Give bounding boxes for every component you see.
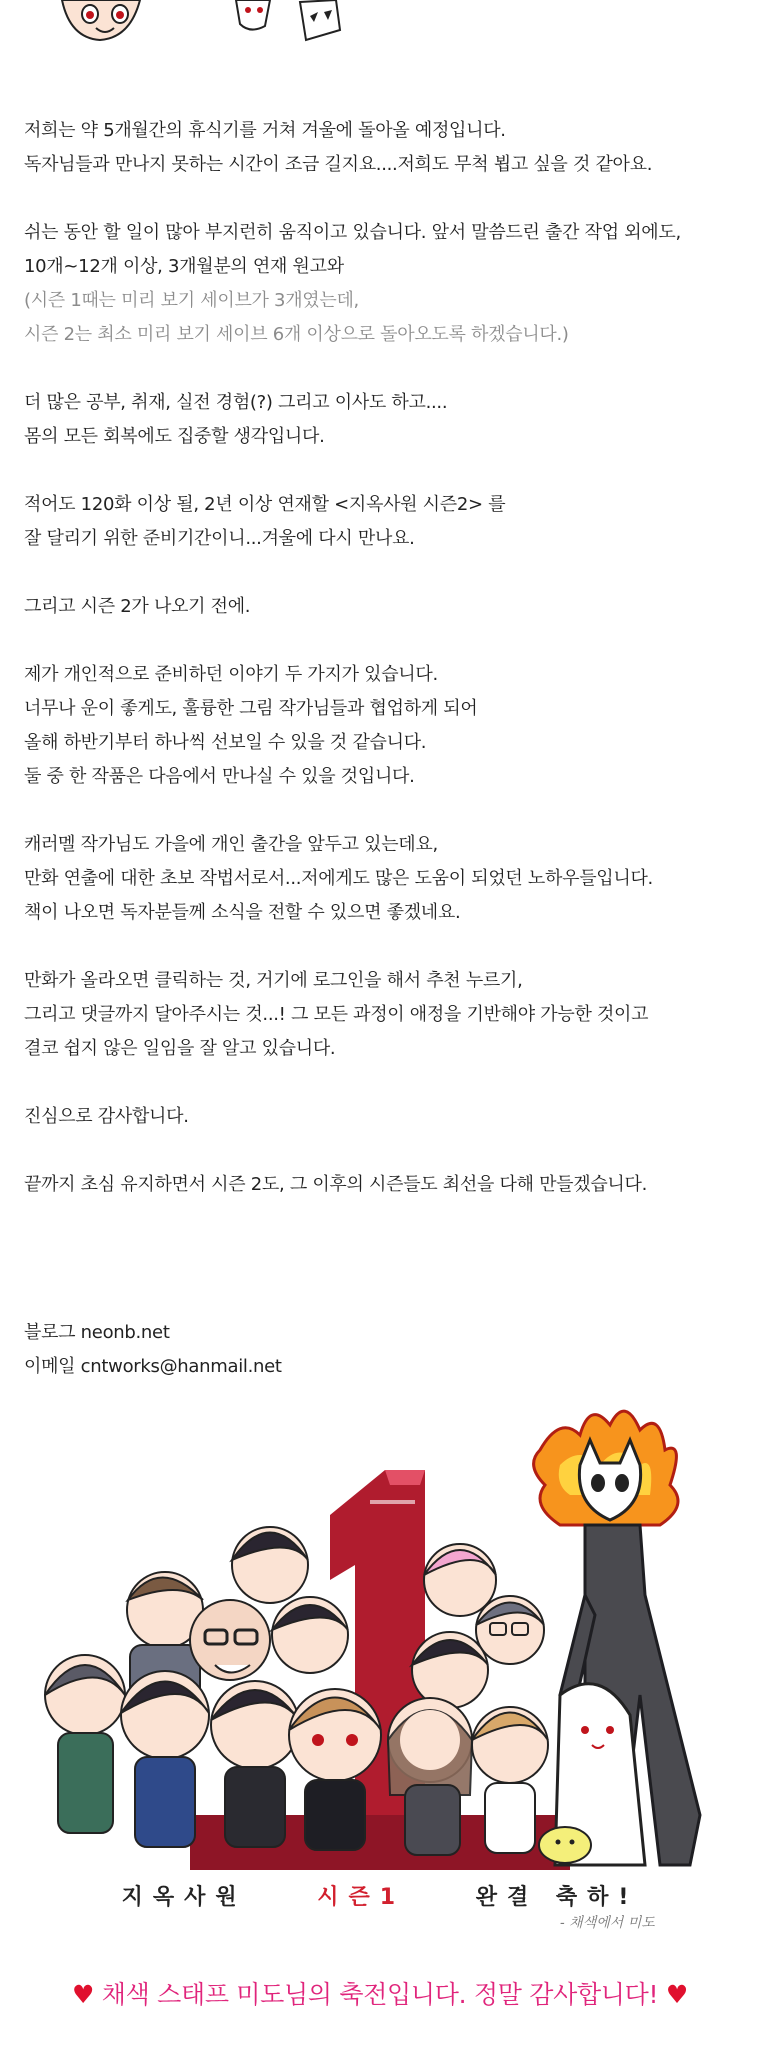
text-line: 몸의 모든 회복에도 집중할 생각입니다. <box>24 426 325 447</box>
paragraph <box>24 114 736 182</box>
text-line: 둘 중 한 작품은 다음에서 만나실 수 있을 것입니다. <box>24 766 415 787</box>
small-ghost-fragment <box>236 0 270 30</box>
paragraph <box>24 964 736 1066</box>
celebration-poster <box>0 1395 760 1960</box>
text-line: 쉬는 동안 할 일이 많아 부지런히 움직이고 있습니다. 앞서 말씀드린 출간 작업 외에도, <box>24 222 681 243</box>
paragraph <box>24 590 736 624</box>
chibi-character <box>272 1597 348 1673</box>
text-line: 적어도 120화 이상 될, 2년 이상 연재할 <지옥사원 시즌2> 를 <box>24 494 506 515</box>
paragraph <box>24 488 736 556</box>
text-line: 잘 달리기 위한 준비기간이니...겨울에 다시 만나요. <box>24 528 415 549</box>
chibi-character <box>121 1671 209 1847</box>
chibi-character <box>232 1527 308 1603</box>
caption-congrats: 완결 축하! <box>475 1885 639 1910</box>
paragraph <box>24 1100 736 1134</box>
poster-caption <box>0 1880 760 1911</box>
text-line: 그리고 댓글까지 달아주시는 것...! 그 모든 과정이 애정을 기반해야 가능한 것이고 <box>24 1004 649 1025</box>
text-line: 끝까지 초심 유지하면서 시즌 2도, 그 이후의 시즌들도 최선을 다해 만들겠습니다. <box>24 1174 648 1195</box>
caption-season: 시즌1 <box>317 1885 406 1910</box>
heart-icon: ♥ <box>71 1980 95 2009</box>
text-line: 진심으로 감사합니다. <box>24 1106 189 1127</box>
artist-signature: - 채색에서 미도 <box>560 1915 655 1931</box>
chibi-character-group <box>45 1527 591 1863</box>
chibi-character <box>190 1600 270 1680</box>
yellow-blob-character <box>539 1827 591 1863</box>
text-line: 올해 하반기부터 하나씩 선보일 수 있을 것 같습니다. <box>24 732 427 753</box>
text-line: 너무나 운이 좋게도, 훌륭한 그림 작가님들과 협업하게 되어 <box>24 698 478 719</box>
caption-title: 지옥사원 <box>121 1885 247 1910</box>
thanks-message <box>0 1975 760 2011</box>
text-line: 만화가 올라오면 클릭하는 것, 거기에 로그인을 해서 추천 누르기, <box>24 970 523 991</box>
notice-text <box>24 114 736 1236</box>
text-line: 책이 나오면 독자분들께 소식을 전할 수 있으면 좋겠네요. <box>24 902 461 923</box>
text-line: 10개~12개 이상, 3개월분의 연재 원고와 <box>24 256 344 277</box>
chibi-character <box>45 1655 125 1833</box>
character-face-fragment <box>62 0 140 40</box>
paragraph <box>24 1168 736 1202</box>
text-line: 더 많은 공부, 취재, 실전 경험(?) 그리고 이사도 하고.... <box>24 392 448 413</box>
top-illustration-fragment <box>0 0 760 60</box>
paragraph <box>24 216 736 352</box>
paragraph <box>24 828 736 930</box>
chibi-character <box>476 1596 544 1664</box>
text-line: 독자님들과 만나지 못하는 시간이 조금 길지요....저희도 무척 뵙고 싶을 것 같아요. <box>24 154 653 175</box>
email-link[interactable]: 이메일 cntworks@hanmail.net <box>24 1356 282 1377</box>
text-line: (시즌 1때는 미리 보기 세이브가 3개였는데, <box>24 290 359 311</box>
paragraph <box>24 386 736 454</box>
paragraph <box>24 658 736 794</box>
heart-icon: ♥ <box>665 1980 689 2009</box>
text-line: 제가 개인적으로 준비하던 이야기 두 가지가 있습니다. <box>24 664 438 685</box>
blog-link[interactable]: 블로그 neonb.net <box>24 1322 170 1343</box>
thanks-text: 채색 스태프 미도님의 축전입니다. 정말 감사합니다! <box>101 1980 659 2009</box>
chibi-character <box>424 1544 496 1616</box>
text-line: 만화 연출에 대한 초보 작법서로서...저에게도 많은 도움이 되었던 노하우들입니다. <box>24 868 653 889</box>
chibi-character <box>412 1632 488 1708</box>
text-line: 결코 쉽지 않은 일임을 잘 알고 있습니다. <box>24 1038 336 1059</box>
text-line: 시즌 2는 최소 미리 보기 세이브 6개 이상으로 돌아오도록 하겠습니다.) <box>24 324 569 345</box>
text-line: 캐러멜 작가님도 가을에 개인 출간을 앞두고 있는데요, <box>24 834 438 855</box>
contact-info <box>24 1316 736 1384</box>
text-line: 그리고 시즌 2가 나오기 전에. <box>24 596 251 617</box>
card-ghost-fragment <box>300 0 340 40</box>
chibi-character <box>211 1681 299 1847</box>
text-line: 저희는 약 5개월간의 휴식기를 거쳐 겨울에 돌아올 예정입니다. <box>24 120 506 141</box>
